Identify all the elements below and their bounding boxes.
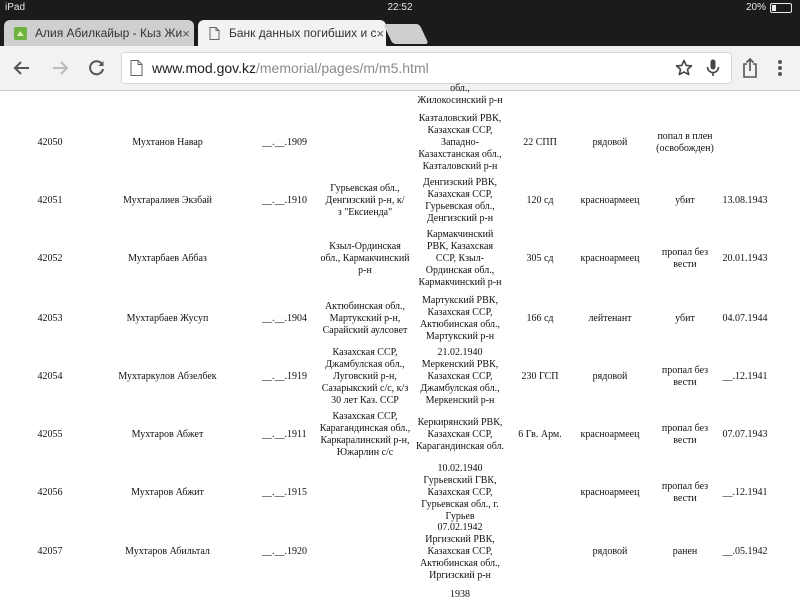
text-line: Казахская ССР, — [427, 124, 493, 136]
text-line: Мартукский р-н — [425, 331, 495, 343]
cell-unit: 6 Гв. Арм. — [518, 428, 562, 440]
cell-unit: 22 СПП — [523, 136, 557, 148]
cell-birth: __.__.1915 — [262, 486, 307, 498]
cell-birth: __.__.1909 — [262, 136, 307, 148]
text-line: Гурьев — [445, 511, 475, 523]
text-line: р-н — [358, 265, 372, 277]
url-host: www.mod.gov.kz — [152, 60, 256, 76]
cell-date: 07.07.1943 — [722, 428, 768, 440]
text-line: вести — [673, 435, 697, 446]
cell-fate — [640, 131, 730, 155]
text-line: Актюбинская обл., — [419, 558, 501, 570]
cell-rank: красноармеец — [580, 194, 640, 206]
text-line: Карагандинская обл., — [319, 422, 411, 434]
previous-record-fragment — [405, 83, 515, 107]
cell-date: __.05.1942 — [722, 545, 768, 557]
text-line: Южарлин с/с — [336, 447, 394, 459]
cell-date: 04.07.1944 — [722, 312, 768, 324]
bookmark-star-icon[interactable] — [675, 59, 693, 77]
text-line: Казталовский РВК, — [418, 112, 502, 124]
microphone-icon[interactable] — [706, 59, 720, 77]
text-line: Казахская ССР, — [427, 188, 493, 200]
close-icon[interactable]: × — [376, 25, 385, 41]
cell-rank: красноармеец — [580, 252, 640, 264]
cell-id: 42057 — [37, 545, 63, 557]
text-line: пропал без — [661, 480, 709, 492]
cell-id: 42054 — [37, 370, 63, 382]
text-line: Ординская обл., — [425, 265, 495, 277]
text-line: Джамбулская обл., — [325, 358, 405, 370]
text-line: Карагандинская обл. — [415, 441, 505, 453]
text-line: Казахская ССР, — [427, 306, 493, 318]
new-tab-button[interactable] — [383, 24, 428, 44]
cell-date: 20.01.1943 — [722, 252, 768, 264]
cell-date: __.12.1941 — [722, 370, 768, 382]
text-line: Гурьевская обл., — [330, 182, 400, 194]
ios-status-bar — [0, 0, 800, 16]
url-path: /memorial/pages/m/m5.html — [256, 60, 429, 76]
share-button[interactable] — [738, 56, 762, 80]
reload-icon — [88, 59, 106, 77]
text-line: попал в плен — [657, 130, 713, 142]
share-icon — [742, 58, 758, 78]
cell-name: Мухтаркулов Абзелбек — [118, 370, 217, 382]
text-line: Меркенский РВК, — [421, 358, 499, 370]
text-line: Казахская ССР, — [427, 545, 493, 557]
cell-birth: __.__.1910 — [262, 194, 307, 206]
text-line: Гурьевская обл., — [425, 201, 495, 212]
cell-name: Мухтаров Абжет — [131, 428, 204, 440]
cell-id: 42052 — [37, 252, 63, 264]
text-line: Кармакчинский р-н — [418, 277, 502, 289]
forward-button[interactable] — [48, 56, 72, 80]
text-line: Иргизский РВК, — [425, 533, 495, 545]
text-line: Казахская ССР, — [332, 410, 398, 422]
cell-name: Мухтарбаев Жусуп — [126, 312, 209, 324]
cell-draft — [405, 295, 515, 344]
next-record-fragment — [405, 589, 515, 601]
text-line: Актюбинская обл., — [419, 319, 501, 330]
cell-name: Мухтаралиев Экзбай — [122, 194, 212, 206]
text-line: 21.02.1940 — [437, 346, 483, 358]
url-text[interactable] — [152, 60, 429, 76]
text-line: вести — [673, 493, 697, 504]
text-line: ССР, Кзыл- — [435, 252, 485, 264]
cell-draft — [405, 417, 515, 454]
text-line: Жилокосинский р-н — [417, 95, 503, 107]
text-line: Актюбинская обл., — [324, 300, 406, 312]
tab-title: Алия Абилкайыр - Кыз Жи — [35, 26, 183, 40]
cell-unit: 120 сд — [526, 194, 554, 206]
text-line: Кармакчинский — [426, 228, 494, 240]
text-line: Мартукский р-н, — [329, 312, 401, 324]
cell-draft — [405, 522, 515, 583]
text-line: Иргизский р-н — [429, 570, 491, 582]
cell-birth: __.__.1904 — [262, 312, 307, 324]
cell-unit: 305 сд — [526, 252, 554, 264]
text-line: обл., Кармакчинский — [320, 252, 410, 264]
cell-rank: лейтенант — [588, 312, 632, 324]
memorial-records-page — [0, 83, 800, 600]
cell-name: Мухтаров Абжит — [131, 486, 204, 498]
text-line: Казахская ССР, — [427, 486, 493, 498]
text-line: ранен — [672, 545, 698, 557]
text-line: убит — [675, 194, 695, 206]
text-line: Мартукский РВК, — [422, 294, 498, 306]
cell-rank: красноармеец — [580, 486, 640, 498]
text-line: пропал без — [661, 422, 709, 434]
cell-name: Мухтаров Абильтал — [125, 545, 210, 557]
menu-button[interactable] — [768, 56, 792, 80]
cell-birthplace — [310, 183, 420, 220]
cell-rank: рядовой — [592, 545, 628, 557]
cell-birthplace — [310, 411, 420, 460]
text-line: вести — [673, 259, 697, 270]
text-line: Казахстанская обл., — [418, 149, 502, 161]
cell-id: 42056 — [37, 486, 63, 498]
tab-strip — [0, 16, 800, 46]
text-line: пропал без — [661, 246, 709, 258]
text-line: Сарайский аулсовет — [322, 325, 408, 337]
cell-date: __.12.1941 — [722, 486, 768, 498]
cell-id: 42051 — [37, 194, 63, 206]
text-line: 07.02.1942 — [437, 521, 483, 533]
text-line: вести — [673, 377, 697, 388]
tab-title: Банк данных погибших и с — [229, 26, 377, 40]
text-line: Денгизский р-н — [426, 213, 494, 225]
cell-draft — [405, 177, 515, 226]
close-icon[interactable]: × — [182, 25, 190, 41]
text-line: Джамбулская обл., — [420, 383, 500, 395]
text-line: Меркенский р-н — [425, 395, 495, 407]
cell-birthplace — [310, 301, 420, 338]
cell-draft — [405, 229, 515, 290]
green-page-icon — [14, 27, 27, 40]
text-line: пропал без — [661, 364, 709, 376]
cell-birthplace — [310, 241, 420, 278]
text-line: Казахская ССР, — [332, 346, 398, 358]
text-line: Казталовский р-н — [422, 161, 498, 173]
cell-birthplace — [310, 347, 420, 408]
cell-draft — [405, 113, 515, 174]
text-line: Денгизский р-н, к/ — [325, 194, 405, 206]
text-line: Гурьевский ГВК, — [423, 474, 497, 486]
cell-birth: __.__.1919 — [262, 370, 307, 382]
text-line: РВК, Казахская — [426, 240, 494, 252]
text-line: Западно- — [441, 136, 479, 148]
text-line: (освобожден) — [656, 143, 714, 154]
cell-birth: __.__.1911 — [262, 428, 307, 440]
cell-name: Мухтарбаев Аббаз — [128, 252, 207, 264]
tab-aliya[interactable] — [4, 20, 194, 46]
text-line: Каркаралинский р-н, — [320, 435, 410, 446]
cell-id: 42055 — [37, 428, 63, 440]
browser-toolbar — [0, 46, 800, 91]
tab-memorial[interactable] — [198, 20, 386, 46]
text-line: Кзыл-Ординская — [329, 240, 401, 252]
text-line: Денгизский РВК, — [422, 176, 498, 188]
text-line: Луговский р-н, — [333, 370, 397, 382]
device-label: iPad — [5, 2, 26, 13]
text-line: 30 лет Каз. ССР — [331, 395, 399, 407]
cell-id: 42053 — [37, 312, 63, 324]
cell-unit: 166 сд — [526, 312, 554, 324]
reload-button[interactable] — [85, 56, 109, 80]
forward-arrow-icon — [51, 59, 69, 77]
cell-date: 13.08.1943 — [722, 194, 768, 206]
cell-draft — [405, 463, 515, 524]
back-arrow-icon — [13, 59, 31, 77]
document-icon — [208, 27, 221, 40]
text-line: Казахская ССР, — [427, 370, 493, 382]
cell-unit: 230 ГСП — [521, 370, 559, 382]
text-line: обл., — [450, 83, 470, 94]
text-line: Гурьевская обл., г. — [421, 499, 499, 511]
battery-percent: 20% — [745, 2, 766, 13]
cell-birth: __.__.1920 — [262, 545, 307, 557]
cell-rank: рядовой — [592, 370, 628, 382]
text-line: Казахская ССР, — [427, 428, 493, 440]
page-info-icon[interactable] — [130, 60, 143, 76]
text-line: Керкирянский РВК, — [417, 416, 503, 428]
text-line: з "Ексиенда" — [337, 207, 393, 219]
clock: 22:52 — [387, 2, 413, 13]
cell-draft — [405, 347, 515, 408]
battery-icon — [770, 3, 792, 13]
text-line: убит — [675, 312, 695, 324]
cell-rank: красноармеец — [580, 428, 640, 440]
cell-rank: рядовой — [592, 136, 628, 148]
address-bar[interactable] — [121, 52, 732, 84]
cell-id: 42050 — [37, 136, 63, 148]
text-line: 1938 — [450, 589, 470, 600]
cell-name: Мухтанов Навар — [132, 136, 203, 148]
text-line: Сазарыкский с/с, к/з — [321, 383, 409, 395]
text-line: 10.02.1940 — [437, 462, 483, 474]
back-button[interactable] — [10, 56, 34, 80]
menu-dots-icon — [777, 59, 783, 77]
